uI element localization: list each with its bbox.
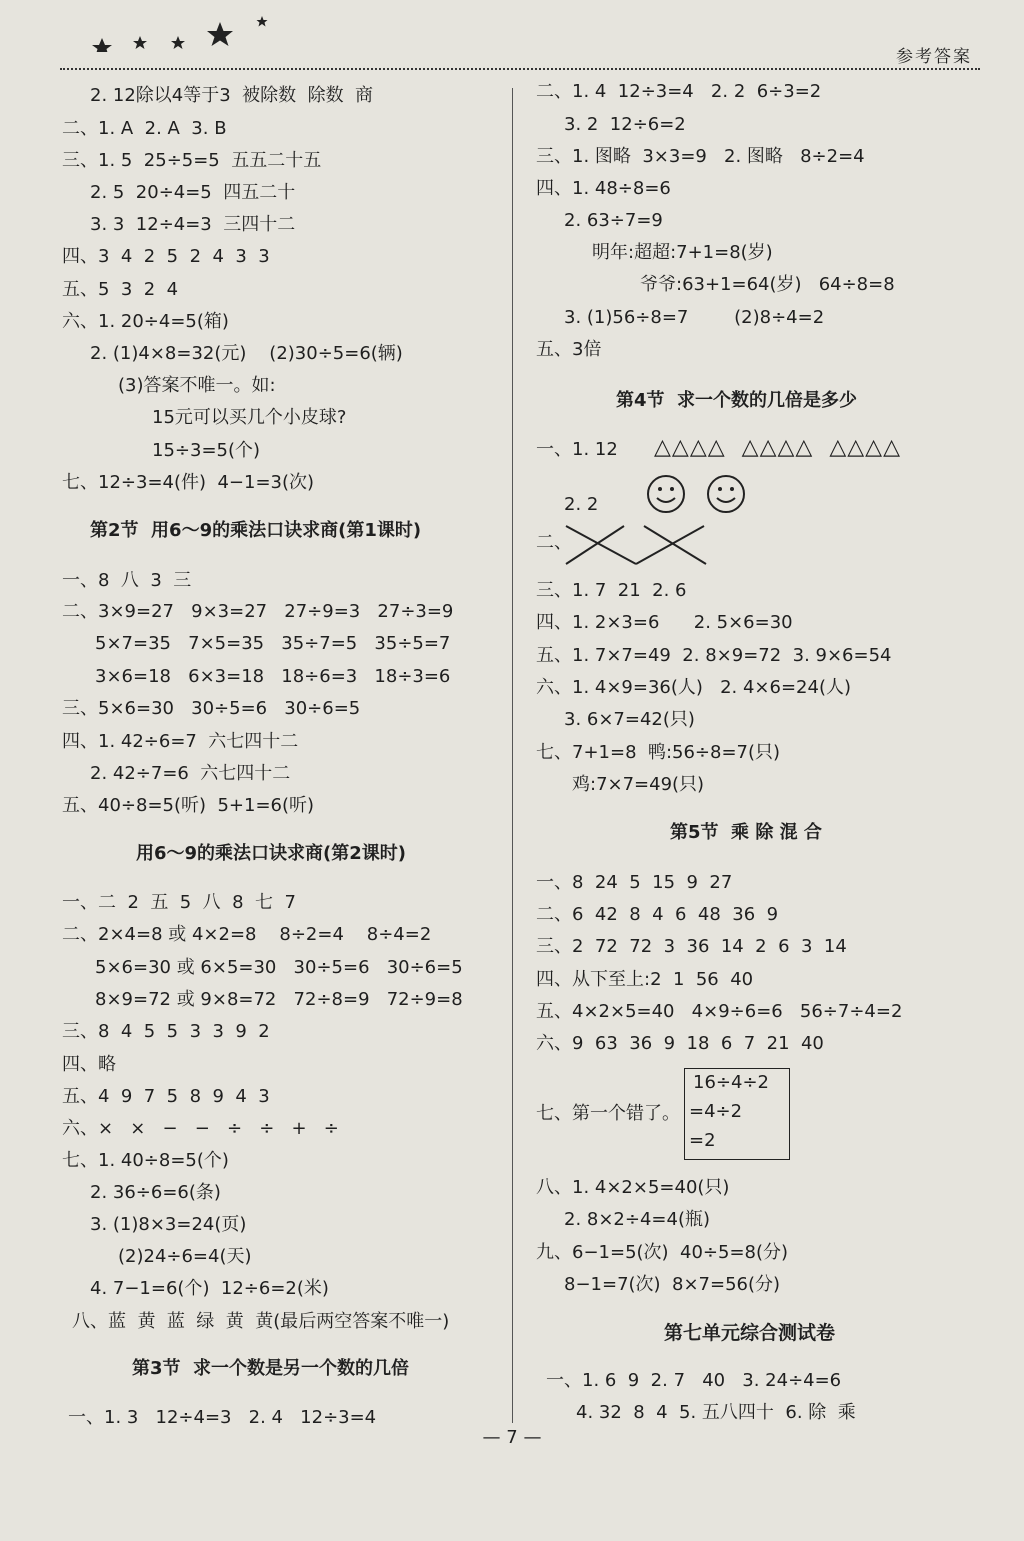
answer-line: 15元可以买几个小皮球? xyxy=(152,407,347,428)
answer-line: 8×9=72 或 9×8=72 72÷8=9 72÷9=8 xyxy=(95,989,463,1010)
answer-line: 5×6=30 或 6×5=30 30÷5=6 30÷6=5 xyxy=(95,957,463,978)
answer-line: 一、二 2 五 5 八 8 七 7 xyxy=(62,892,296,913)
answer-line: 四、3 4 2 5 2 4 3 3 xyxy=(62,246,270,267)
answer-line: 一、1. 3 12÷4=3 2. 4 12÷3=4 xyxy=(68,1407,377,1428)
answer-line: 5×7=35 7×5=35 35÷7=5 35÷5=7 xyxy=(95,633,451,654)
answer-line: 七、第一个错了。 xyxy=(536,1103,680,1124)
box-line: 16÷4÷2 xyxy=(693,1072,769,1093)
section-heading: 用6～9的乘法口诀求商(第2课时) xyxy=(136,843,407,864)
answer-line: 六、9 63 36 9 18 6 7 21 40 xyxy=(536,1033,824,1054)
answer-line: 六、× × − − ÷ ÷ + ÷ xyxy=(62,1118,339,1139)
header-title: 参考答案 xyxy=(896,47,972,67)
answer-line: 二、1. A 2. A 3. B xyxy=(62,118,227,139)
answer-line: 六、1. 20÷4=5(箱) xyxy=(62,311,229,332)
section-heading: 第5节 乘 除 混 合 xyxy=(670,822,822,843)
answer-line: 一、1. 6 9 2. 7 40 3. 24÷4=6 xyxy=(546,1370,842,1391)
answer-line: 四、略 xyxy=(62,1054,116,1075)
answer-line: 三、5×6=30 30÷5=6 30÷6=5 xyxy=(62,698,361,719)
answer-line: 九、6−1=5(次) 40÷5=8(分) xyxy=(536,1242,789,1263)
answer-line: 明年:超超:7+1=8(岁) xyxy=(592,242,773,263)
answer-line: 八、1. 4×2×5=40(只) xyxy=(536,1177,730,1198)
answer-line: 四、1. 48÷8=6 xyxy=(536,178,671,199)
answer-line: 15÷3=5(个) xyxy=(152,440,261,461)
answer-line: 四、1. 42÷6=7 六七四十二 xyxy=(62,731,299,752)
box-line: =4÷2 xyxy=(689,1101,743,1122)
answer-line: 七、7+1=8 鸭:56÷8=7(只) xyxy=(536,742,781,763)
answer-line: 2. 42÷7=6 六七四十二 xyxy=(90,763,291,784)
answer-line: 2. (1)4×8=32(元) (2)30÷5=6(辆) xyxy=(90,343,403,364)
smiley-face-icon xyxy=(706,474,746,514)
box-line: =2 xyxy=(689,1130,716,1151)
answer-line: 二、3×9=27 9×3=27 27÷9=3 27÷3=9 xyxy=(62,601,454,622)
section-heading: 第2节 用6～9的乘法口诀求商(第1课时) xyxy=(90,520,422,541)
answer-line: 二、 xyxy=(536,532,572,553)
star-decoration-icon xyxy=(88,12,288,52)
answer-line: 2. 2 xyxy=(564,494,599,515)
answer-line: 二、1. 4 12÷3=4 2. 2 6÷3=2 xyxy=(536,81,822,102)
answer-line: 3. 3 12÷4=3 三四十二 xyxy=(90,214,296,235)
answer-line: 七、12÷3=4(件) 4−1=3(次) xyxy=(62,472,315,493)
header-divider xyxy=(60,68,980,70)
answer-line: 七、1. 40÷8=5(个) xyxy=(62,1150,229,1171)
answer-line: 三、8 4 5 5 3 3 9 2 xyxy=(62,1021,270,1042)
answer-line: 一、1. 12 xyxy=(536,439,618,460)
answer-line: 三、1. 图略 3×3=9 2. 图略 8÷2=4 xyxy=(536,146,865,167)
answer-line: 2. 8×2÷4=4(瓶) xyxy=(564,1209,710,1230)
answer-line: 六、1. 4×9=36(人) 2. 4×6=24(人) xyxy=(536,677,851,698)
answer-line: 3. (1)8×3=24(页) xyxy=(90,1214,247,1235)
section-heading: 第4节 求一个数的几倍是多少 xyxy=(616,390,858,411)
answer-line: 鸡:7×7=49(只) xyxy=(572,774,705,795)
answer-line: 三、1. 5 25÷5=5 五五二十五 xyxy=(62,150,322,171)
answer-line: 五、1. 7×7=49 2. 8×9=72 3. 9×6=54 xyxy=(536,645,892,666)
answer-line: 4. 32 8 4 5. 五八四十 6. 除 乘 xyxy=(576,1402,856,1423)
matching-lines-figure xyxy=(564,522,714,568)
section-heading: 第七单元综合测试卷 xyxy=(664,1322,836,1344)
page-number: — 7 — xyxy=(482,1427,542,1448)
page-header xyxy=(0,0,1024,75)
answer-line: 2. 63÷7=9 xyxy=(564,210,663,231)
answer-line: 3. (1)56÷8=7 (2)8÷4=2 xyxy=(564,307,825,328)
answer-line: 3. 2 12÷6=2 xyxy=(564,114,686,135)
answer-line: 2. 5 20÷4=5 四五二十 xyxy=(90,182,296,203)
answer-line: 三、1. 7 21 2. 6 xyxy=(536,580,687,601)
answer-line: 2. 12除以4等于3 被除数 除数 商 xyxy=(90,85,374,106)
answer-line: 8−1=7(次) 8×7=56(分) xyxy=(564,1274,781,1295)
answer-line: 五、4×2×5=40 4×9÷6=6 56÷7÷4=2 xyxy=(536,1001,903,1022)
answer-line: 二、2×4=8 或 4×2=8 8÷2=4 8÷4=2 xyxy=(62,924,432,945)
answer-line: 一、8 八 3 三 xyxy=(62,570,192,591)
calculation-box xyxy=(684,1068,790,1160)
answer-line: 一、8 24 5 15 9 27 xyxy=(536,872,733,893)
answer-line: (3)答案不唯一。如: xyxy=(118,375,276,396)
triangles-figure: △△△△ △△△△ △△△△ xyxy=(654,435,901,460)
answer-line: 2. 36÷6=6(条) xyxy=(90,1182,221,1203)
answer-line: 八、蓝 黄 蓝 绿 黄 黄(最后两空答案不唯一) xyxy=(72,1311,450,1332)
answer-line: 五、5 3 2 4 xyxy=(62,279,179,300)
answer-line: 四、1. 2×3=6 2. 5×6=30 xyxy=(536,612,793,633)
answer-line: 二、6 42 8 4 6 48 36 9 xyxy=(536,904,779,925)
answer-line: 4. 7−1=6(个) 12÷6=2(米) xyxy=(90,1278,329,1299)
answer-line: 3×6=18 6×3=18 18÷6=3 18÷3=6 xyxy=(95,666,451,687)
answer-line: 爷爷:63+1=64(岁) 64÷8=8 xyxy=(640,274,895,295)
answer-line: 五、40÷8=5(听) 5+1=6(听) xyxy=(62,795,315,816)
column-divider xyxy=(512,88,513,1423)
answer-line: 五、3倍 xyxy=(536,339,602,360)
answer-line: (2)24÷6=4(天) xyxy=(118,1246,252,1267)
section-heading: 第3节 求一个数是另一个数的几倍 xyxy=(132,1358,410,1379)
smiley-face-icon xyxy=(646,474,686,514)
answer-line: 3. 6×7=42(只) xyxy=(564,709,695,730)
answer-line: 四、从下至上:2 1 56 40 xyxy=(536,969,754,990)
answer-line: 五、4 9 7 5 8 9 4 3 xyxy=(62,1086,270,1107)
answer-line: 三、2 72 72 3 36 14 2 6 3 14 xyxy=(536,936,847,957)
